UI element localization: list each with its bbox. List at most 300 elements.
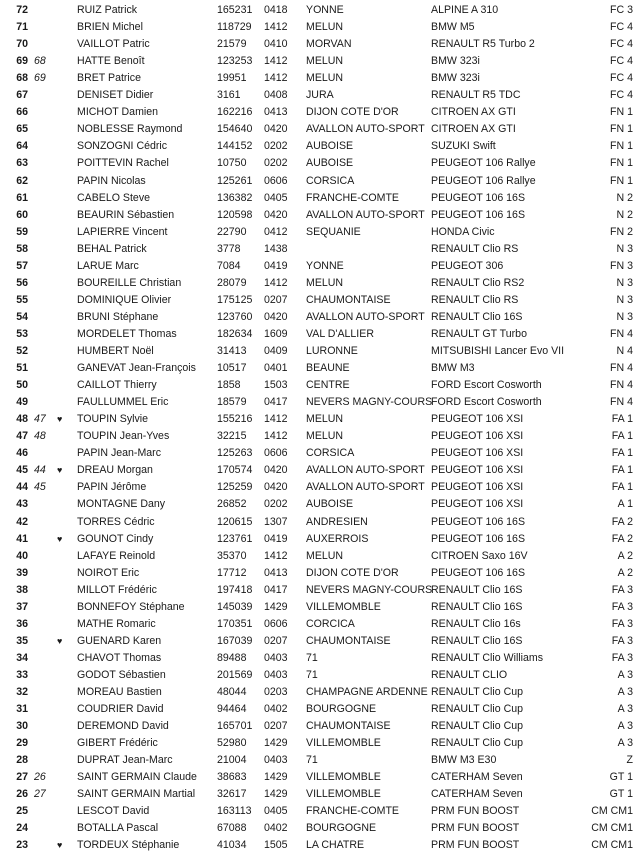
car-class: FN 1 xyxy=(610,123,633,136)
licence-number: 41034 xyxy=(217,839,247,852)
licence-number: 3778 xyxy=(217,242,241,255)
club-code: 1412 xyxy=(264,72,288,85)
club-code: 0417 xyxy=(264,583,288,596)
licence-number: 163113 xyxy=(217,805,252,818)
car-class: Z xyxy=(626,754,633,767)
heart-icon: ♥ xyxy=(57,414,63,425)
entry-number: 57 xyxy=(16,259,28,272)
entry-row xyxy=(0,514,640,531)
entry-number: 24 xyxy=(16,822,28,835)
entry-row xyxy=(0,684,640,701)
car-class: FN 1 xyxy=(610,174,633,187)
licence-number: 17712 xyxy=(217,566,247,579)
paired-number: 26 xyxy=(34,771,46,784)
club-name: CENTRE xyxy=(306,379,350,392)
club-code: 0420 xyxy=(264,481,288,494)
entry-row xyxy=(0,360,640,377)
entry-number: 25 xyxy=(16,805,28,818)
car-class: FA 1 xyxy=(611,481,633,494)
driver-name: LAPIERRE Vincent xyxy=(77,225,168,238)
entry-row xyxy=(0,207,640,224)
car-model: PEUGEOT 106 XSI xyxy=(431,481,524,494)
entry-row xyxy=(0,650,640,667)
car-class: GT 1 xyxy=(609,771,633,784)
licence-number: 32617 xyxy=(217,788,247,801)
club-code: 1412 xyxy=(264,430,288,443)
car-model: CATERHAM Seven xyxy=(431,788,523,801)
club-name: VILLEMOMBLE xyxy=(306,737,381,750)
car-model: PEUGEOT 106 Rallye xyxy=(431,174,536,187)
paired-number: 45 xyxy=(34,481,46,494)
club-code: 1438 xyxy=(264,242,288,255)
car-model: BMW 323i xyxy=(431,72,480,85)
club-code: 0419 xyxy=(264,532,288,545)
driver-name: CHAVOT Thomas xyxy=(77,651,162,664)
entry-row xyxy=(0,241,640,258)
club-name: SEQUANIE xyxy=(306,225,361,238)
car-class: FN 4 xyxy=(610,396,633,409)
car-model: RENAULT R5 Turbo 2 xyxy=(431,38,535,51)
entry-number: 70 xyxy=(16,38,28,51)
licence-number: 28079 xyxy=(217,276,247,289)
entry-row xyxy=(0,803,640,820)
club-name: MELUN xyxy=(306,276,344,289)
entry-number: 35 xyxy=(16,634,28,647)
club-name: NEVERS MAGNY-COURS xyxy=(306,583,433,596)
driver-name: MILLOT Frédéric xyxy=(77,583,157,596)
club-name: ANDRESIEN xyxy=(306,515,368,528)
driver-name: PAPIN Jérôme xyxy=(77,481,147,494)
car-class: FA 3 xyxy=(611,651,633,664)
entry-row xyxy=(0,752,640,769)
car-model: PEUGEOT 106 16S xyxy=(431,208,526,221)
paired-number: 68 xyxy=(34,55,46,68)
licence-number: 120615 xyxy=(217,515,253,528)
club-code: 0202 xyxy=(264,157,288,170)
entry-row xyxy=(0,224,640,241)
entry-row xyxy=(0,786,640,803)
entry-row xyxy=(0,667,640,684)
car-class: CM CM1 xyxy=(591,822,633,835)
club-code: 0419 xyxy=(264,259,288,272)
car-class: N 2 xyxy=(616,208,633,221)
licence-number: 7084 xyxy=(217,259,241,272)
entry-row xyxy=(0,292,640,309)
licence-number: 21579 xyxy=(217,38,247,51)
driver-name: GIBERT Frédéric xyxy=(77,737,158,750)
club-name: AUBOISE xyxy=(306,140,354,153)
entry-row xyxy=(0,837,640,854)
car-model: PEUGEOT 106 XSI xyxy=(431,447,524,460)
entry-number: 55 xyxy=(16,293,28,306)
club-name: BEAUNE xyxy=(306,362,350,375)
car-model: PEUGEOT 106 16S xyxy=(431,515,526,528)
car-model: CITROEN AX GTI xyxy=(431,123,516,136)
club-name: MELUN xyxy=(306,55,344,68)
driver-name: GANEVAT Jean-François xyxy=(77,362,196,375)
licence-number: 1858 xyxy=(217,379,241,392)
club-name: CHAUMONTAISE xyxy=(306,634,391,647)
club-code: 0606 xyxy=(264,447,288,460)
entry-number: 56 xyxy=(16,276,28,289)
club-name: 71 xyxy=(306,651,318,664)
entry-number: 71 xyxy=(16,21,28,34)
club-code: 1609 xyxy=(264,327,288,340)
car-model: PRM FUN BOOST xyxy=(431,822,520,835)
driver-name: LARUE Marc xyxy=(77,259,139,272)
licence-number: 89488 xyxy=(217,651,247,664)
driver-name: BONNEFOY Stéphane xyxy=(77,600,185,613)
licence-number: 125263 xyxy=(217,447,253,460)
licence-number: 120598 xyxy=(217,208,253,221)
club-name: MELUN xyxy=(306,430,344,443)
driver-name: VAILLOT Patric xyxy=(77,38,150,51)
car-class: FA 1 xyxy=(611,464,633,477)
entry-number: 69 xyxy=(16,55,28,68)
driver-name: GOUNOT Cindy xyxy=(77,532,154,545)
car-model: RENAULT Clio 16S xyxy=(431,583,523,596)
club-code: 0606 xyxy=(264,617,288,630)
paired-number: 27 xyxy=(34,788,46,801)
entry-row xyxy=(0,616,640,633)
driver-name: MOREAU Bastien xyxy=(77,686,162,698)
club-name: YONNE xyxy=(306,4,344,16)
car-class: FA 1 xyxy=(611,430,633,443)
club-name: CORCICA xyxy=(306,617,355,630)
licence-number: 10750 xyxy=(217,157,247,170)
club-code: 0408 xyxy=(264,89,288,102)
car-class: N 3 xyxy=(616,276,633,289)
driver-name: RUIZ Patrick xyxy=(77,4,138,16)
driver-name: SAINT GERMAIN Martial xyxy=(77,788,196,801)
driver-name: HUMBERT Noël xyxy=(77,345,154,357)
club-name: AUBOISE xyxy=(306,157,354,170)
entry-row xyxy=(0,565,640,582)
entry-number: 29 xyxy=(16,737,28,750)
entry-number: 37 xyxy=(16,600,28,613)
club-code: 0207 xyxy=(264,634,288,647)
club-code: 0203 xyxy=(264,686,288,698)
entry-number: 46 xyxy=(16,447,28,460)
club-name: VILLEMOMBLE xyxy=(306,771,381,784)
driver-name: CABELO Steve xyxy=(77,191,151,204)
licence-number: 19951 xyxy=(217,72,247,85)
licence-number: 32215 xyxy=(217,430,247,443)
club-code: 0402 xyxy=(264,703,288,716)
club-code: 0409 xyxy=(264,345,288,357)
car-model: PEUGEOT 306 xyxy=(431,259,504,272)
entry-number: 63 xyxy=(16,157,28,170)
entry-row xyxy=(0,87,640,104)
driver-name: LAFAYE Reinold xyxy=(77,549,156,562)
car-class: FA 3 xyxy=(611,617,633,630)
driver-name: DENISET Didier xyxy=(77,89,154,102)
car-model: HONDA Civic xyxy=(431,225,495,238)
paired-number: 48 xyxy=(34,430,46,443)
car-class: FN 2 xyxy=(610,225,633,238)
entry-row xyxy=(0,394,640,411)
club-code: 0417 xyxy=(264,396,288,409)
car-model: ALPINE A 310 xyxy=(431,4,499,16)
driver-name: DEREMOND David xyxy=(77,720,169,733)
licence-number: 10517 xyxy=(217,362,247,375)
club-code: 0405 xyxy=(264,191,288,204)
car-class: FA 2 xyxy=(611,515,633,528)
car-class: FA 1 xyxy=(611,447,633,460)
entry-row xyxy=(0,309,640,326)
entry-number: 47 xyxy=(16,430,28,443)
driver-name: BRIEN Michel xyxy=(77,21,143,34)
car-model: PEUGEOT 106 16S xyxy=(431,566,526,579)
club-name: AVALLON AUTO-SPORT xyxy=(306,123,425,136)
car-model: RENAULT R5 TDC xyxy=(431,89,521,102)
car-model: SUZUKI Swift xyxy=(431,140,496,153)
entry-number: 62 xyxy=(16,174,28,187)
driver-name: SONZOGNI Cédric xyxy=(77,140,168,153)
car-model: RENAULT Clio RS2 xyxy=(431,276,525,289)
car-class: A 2 xyxy=(617,566,633,579)
club-code: 0412 xyxy=(264,225,288,238)
car-class: FC 3 xyxy=(610,4,633,16)
car-class: CM CM1 xyxy=(591,839,633,852)
club-code: 0207 xyxy=(264,293,288,306)
entry-row xyxy=(0,36,640,53)
car-class: FA 3 xyxy=(611,634,633,647)
driver-name: DUPRAT Jean-Marc xyxy=(77,754,173,767)
entry-row xyxy=(0,496,640,513)
licence-number: 170351 xyxy=(217,617,253,630)
paired-number: 47 xyxy=(34,413,46,426)
entry-number: 32 xyxy=(16,686,28,698)
licence-number: 170574 xyxy=(217,464,253,477)
club-name: CHAUMONTAISE xyxy=(306,293,391,306)
entry-number: 60 xyxy=(16,208,28,221)
entry-row xyxy=(0,190,640,207)
club-name: AVALLON AUTO-SPORT xyxy=(306,464,425,477)
car-class: FN 1 xyxy=(610,106,633,119)
car-class: FN 4 xyxy=(610,379,633,392)
licence-number: 94464 xyxy=(217,703,247,716)
car-model: CATERHAM Seven xyxy=(431,771,523,784)
car-class: N 3 xyxy=(616,310,633,323)
club-code: 0207 xyxy=(264,720,288,733)
driver-name: BOTALLA Pascal xyxy=(77,822,159,835)
club-name: MELUN xyxy=(306,21,344,34)
car-class: A 2 xyxy=(617,549,633,562)
club-name: VILLEMOMBLE xyxy=(306,600,381,613)
car-model: PRM FUN BOOST xyxy=(431,839,520,852)
entry-row xyxy=(0,479,640,496)
entry-number: 67 xyxy=(16,89,28,102)
car-model: RENAULT CLIO xyxy=(431,668,508,681)
entry-number: 54 xyxy=(16,310,28,323)
entry-number: 51 xyxy=(16,362,28,375)
car-class: FC 4 xyxy=(610,89,633,102)
driver-name: PAPIN Jean-Marc xyxy=(77,447,161,460)
entry-number: 45 xyxy=(16,464,28,477)
car-class: N 3 xyxy=(616,242,633,255)
licence-number: 123253 xyxy=(217,55,253,68)
licence-number: 35370 xyxy=(217,549,247,562)
licence-number: 201569 xyxy=(217,668,253,681)
car-model: RENAULT Clio 16S xyxy=(431,634,523,647)
club-code: 0202 xyxy=(264,498,288,511)
driver-name: MORDELET Thomas xyxy=(77,327,177,340)
club-name: 71 xyxy=(306,754,318,767)
entry-number: 36 xyxy=(16,617,28,630)
car-model: RENAULT Clio RS xyxy=(431,293,519,306)
club-name: BOURGOGNE xyxy=(306,822,377,835)
car-model: PEUGEOT 106 16S xyxy=(431,532,526,545)
club-code: 1429 xyxy=(264,771,288,784)
car-model: FORD Escort Cosworth xyxy=(431,396,542,409)
club-code: 0403 xyxy=(264,668,288,681)
entry-row xyxy=(0,718,640,735)
entry-number: 68 xyxy=(16,72,28,85)
licence-number: 154640 xyxy=(217,123,253,136)
driver-name: TORRES Cédric xyxy=(77,515,155,528)
licence-number: 38683 xyxy=(217,771,247,784)
entry-number: 59 xyxy=(16,225,28,238)
entry-number: 34 xyxy=(16,651,28,664)
driver-name: POITTEVIN Rachel xyxy=(77,157,169,170)
licence-number: 136382 xyxy=(217,191,253,204)
club-name: NEVERS MAGNY-COURS xyxy=(306,396,433,409)
entry-number: 42 xyxy=(16,515,28,528)
club-name: AVALLON AUTO-SPORT xyxy=(306,208,425,221)
club-code: 0403 xyxy=(264,651,288,664)
club-code: 0420 xyxy=(264,310,288,323)
driver-name: MATHE Romaric xyxy=(77,617,156,630)
car-model: PEUGEOT 106 16S xyxy=(431,191,526,204)
heart-icon: ♥ xyxy=(57,533,63,544)
car-class: FN 4 xyxy=(610,327,633,340)
club-name: YONNE xyxy=(306,259,344,272)
entry-number: 53 xyxy=(16,327,28,340)
heart-icon: ♥ xyxy=(57,465,63,476)
club-name: AVALLON AUTO-SPORT xyxy=(306,310,425,323)
licence-number: 155216 xyxy=(217,413,253,426)
club-name: VILLEMOMBLE xyxy=(306,788,381,801)
driver-name: FAULLUMMEL Eric xyxy=(77,396,169,409)
car-model: RENAULT Clio Cup xyxy=(431,686,524,698)
car-class: A 1 xyxy=(617,498,633,511)
car-model: RENAULT Clio Cup xyxy=(431,720,524,733)
entry-number: 64 xyxy=(16,140,28,153)
entry-number: 28 xyxy=(16,754,28,767)
club-name: MORVAN xyxy=(306,38,352,51)
driver-name: COUDRIER David xyxy=(77,703,164,716)
entry-number: 40 xyxy=(16,549,28,562)
car-model: RENAULT Clio Cup xyxy=(431,737,524,750)
club-name: AUBOISE xyxy=(306,498,354,511)
entry-number: 44 xyxy=(16,481,28,494)
car-model: FORD Escort Cosworth xyxy=(431,379,542,392)
club-code: 0413 xyxy=(264,566,288,579)
club-code: 0403 xyxy=(264,754,288,767)
club-name: CORSICA xyxy=(306,447,355,460)
entry-row xyxy=(0,104,640,121)
car-model: PEUGEOT 106 Rallye xyxy=(431,157,536,170)
licence-number: 3161 xyxy=(217,89,241,102)
car-model: MITSUBISHI Lancer Evo VII xyxy=(431,345,565,357)
entry-row xyxy=(0,701,640,718)
car-class: CM CM1 xyxy=(591,805,633,818)
driver-name: DREAU Morgan xyxy=(77,464,153,477)
entry-row xyxy=(0,70,640,87)
entry-row xyxy=(0,121,640,138)
driver-name: BEAURIN Sébastien xyxy=(77,208,175,221)
club-name: AUXERROIS xyxy=(306,532,369,545)
club-code: 0606 xyxy=(264,174,288,187)
entry-number: 58 xyxy=(16,242,28,255)
car-model: PEUGEOT 106 XSI xyxy=(431,498,524,511)
entry-row xyxy=(0,445,640,462)
club-code: 1412 xyxy=(264,21,288,34)
entry-row xyxy=(0,343,640,360)
car-class: N 2 xyxy=(616,191,633,204)
entry-number: 27 xyxy=(16,771,28,784)
paired-number: 69 xyxy=(34,72,46,85)
club-code: 1429 xyxy=(264,788,288,801)
driver-name: SAINT GERMAIN Claude xyxy=(77,771,197,784)
entry-number: 30 xyxy=(16,720,28,733)
driver-name: DOMINIQUE Olivier xyxy=(77,293,172,306)
entry-row xyxy=(0,428,640,445)
driver-name: PAPIN Nicolas xyxy=(77,174,146,187)
licence-number: 165701 xyxy=(217,720,253,733)
heart-icon: ♥ xyxy=(57,635,63,646)
licence-number: 18579 xyxy=(217,396,247,409)
licence-number: 26852 xyxy=(217,498,247,511)
driver-name: TORDEUX Stéphanie xyxy=(77,839,180,852)
car-class: FC 4 xyxy=(610,21,633,34)
entry-row xyxy=(0,633,640,650)
licence-number: 123761 xyxy=(217,532,253,545)
driver-name: LESCOT David xyxy=(77,805,150,818)
car-model: PEUGEOT 106 XSI xyxy=(431,430,524,443)
driver-name: BEHAL Patrick xyxy=(77,242,147,255)
car-model: RENAULT Clio 16s xyxy=(431,617,521,630)
car-class: FA 3 xyxy=(611,583,633,596)
entry-number: 31 xyxy=(16,703,28,716)
club-name: 71 xyxy=(306,668,318,681)
car-model: BMW M3 E30 xyxy=(431,754,497,767)
club-code: 0401 xyxy=(264,362,288,375)
entry-number: 48 xyxy=(16,413,28,426)
car-model: RENAULT Clio Cup xyxy=(431,703,524,716)
club-name: DIJON COTE D'OR xyxy=(306,566,399,579)
car-class: FN 1 xyxy=(610,157,633,170)
entry-number: 61 xyxy=(16,191,28,204)
club-name: LA CHATRE xyxy=(306,839,365,852)
club-name: LURONNE xyxy=(306,345,358,357)
driver-name: HATTE Benoît xyxy=(77,55,145,68)
entry-row xyxy=(0,173,640,190)
entry-row xyxy=(0,53,640,70)
licence-number: 125261 xyxy=(217,174,253,187)
entry-row xyxy=(0,599,640,616)
entry-number: 43 xyxy=(16,498,28,511)
club-code: 1429 xyxy=(264,600,288,613)
club-code: 0420 xyxy=(264,464,288,477)
entry-number: 38 xyxy=(16,583,28,596)
entry-row xyxy=(0,582,640,599)
heart-icon: ♥ xyxy=(57,840,63,851)
car-class: FN 4 xyxy=(610,362,633,375)
club-code: 1429 xyxy=(264,737,288,750)
club-name: DIJON COTE D'OR xyxy=(306,106,399,119)
